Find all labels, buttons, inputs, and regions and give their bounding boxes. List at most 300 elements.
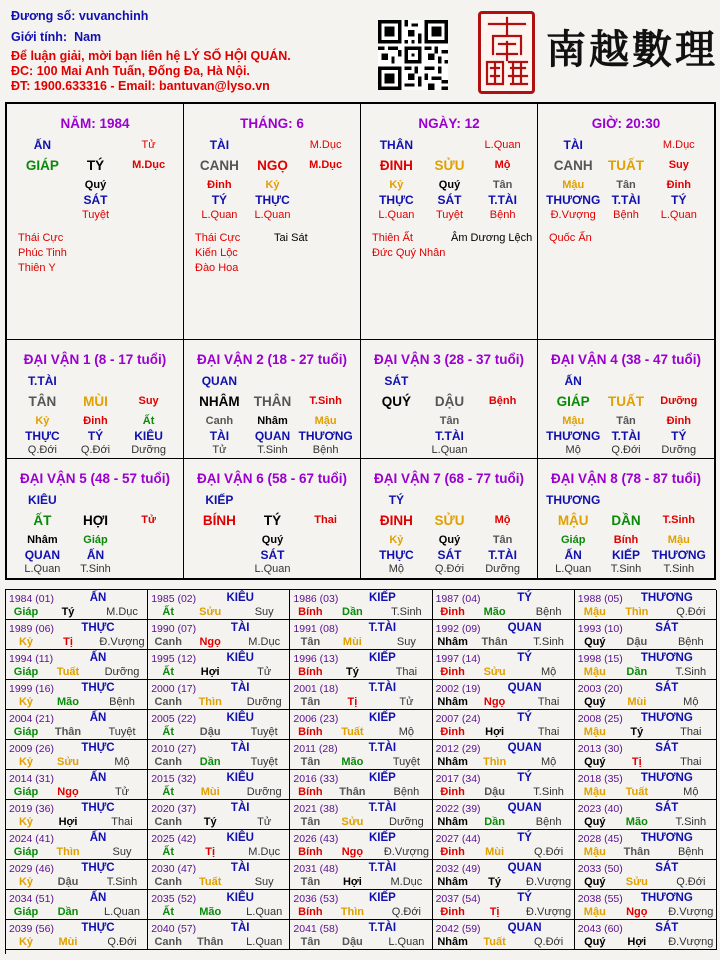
year-branch: Tị <box>489 906 500 918</box>
hidden-ten-god: T.TÀI <box>611 193 641 207</box>
year-branch: Dậu <box>199 726 221 738</box>
year-label: 2031 (48) <box>293 863 339 875</box>
year-branch: Mão <box>57 696 79 708</box>
year-branch: Mão <box>483 606 506 618</box>
hidden-stage: Q.Đới <box>611 444 641 456</box>
dai-van-branch: TÝ <box>263 513 282 528</box>
year-stage: Thai <box>395 666 418 678</box>
year-ten-god: KIẾP <box>368 712 396 724</box>
hidden-ten-god: SÁT <box>437 548 462 562</box>
year-cell <box>6 770 148 800</box>
year-stem: Ất <box>162 606 174 618</box>
year-cell <box>290 860 432 890</box>
year-ten-god: SÁT <box>655 802 679 814</box>
year-cell <box>148 890 290 920</box>
dai-van-cell <box>184 340 361 459</box>
year-cell <box>433 920 575 950</box>
year-stem: Mậu <box>583 906 606 918</box>
year-ten-god: SÁT <box>655 682 679 694</box>
year-stage: Thai <box>680 756 702 768</box>
year-branch: Tý <box>488 876 502 888</box>
year-stage: Đ.Vượng <box>99 636 145 648</box>
dai-van-stage: Mộ <box>494 514 511 526</box>
year-stem: Tân <box>300 936 321 948</box>
hidden-stage: T.Sinh <box>80 563 111 575</box>
year-stage: Dưỡng <box>389 816 424 828</box>
year-stage: Mộ <box>540 756 557 768</box>
year-stage: M.Dục <box>106 606 138 618</box>
year-stage: Q.Đới <box>676 876 706 888</box>
dai-van-stem: TÂN <box>28 394 57 409</box>
hidden-stage: L.Quan <box>378 209 415 221</box>
pillar-cell <box>538 104 714 340</box>
pillar-title: THÁNG: 6 <box>240 116 304 131</box>
year-branch: Tý <box>345 666 359 678</box>
year-stage: Bệnh <box>109 696 135 708</box>
year-label: 2034 (51) <box>9 893 54 905</box>
hidden-stage: L.Quan <box>431 444 468 456</box>
year-stem: Tân <box>300 756 321 768</box>
year-label: 2032 (49) <box>435 863 481 875</box>
year-stem: Kỷ <box>18 876 34 888</box>
year-cell <box>433 590 575 620</box>
year-label: 2020 (37) <box>151 803 197 815</box>
year-stem: Mậu <box>583 786 606 798</box>
dai-van-cell <box>184 459 361 578</box>
hidden-ten-god: T.TÀI <box>611 429 641 443</box>
year-cell <box>148 860 290 890</box>
year-cell <box>6 710 148 740</box>
year-stage: Mộ <box>114 756 130 768</box>
hidden-stem: Tân <box>492 179 513 191</box>
shen-sha-item: Thiên Y <box>18 262 56 274</box>
dai-van-stem: QUÝ <box>381 394 412 409</box>
year-branch: Tị <box>347 696 358 708</box>
hidden-ten-god: T.TÀI <box>488 548 517 562</box>
year-cell <box>290 770 432 800</box>
year-ten-god: THỰC <box>81 622 115 634</box>
year-ten-god: TÀI <box>230 802 250 814</box>
year-ten-god: TÀI <box>230 682 250 694</box>
year-branch: Thân <box>339 786 366 798</box>
year-ten-god: KIÊU <box>226 652 254 664</box>
year-label: 2025 (42) <box>151 833 197 845</box>
dai-van-ten-god: THƯƠNG <box>546 493 601 507</box>
year-branch: Dần <box>57 906 79 918</box>
year-label: 2042 (59) <box>435 923 481 935</box>
year-stage: Q.Đới <box>533 936 564 948</box>
year-cell <box>6 590 148 620</box>
year-stem: Quý <box>584 816 606 828</box>
dai-van-branch: MÙI <box>83 394 108 409</box>
year-label: 2006 (23) <box>293 713 339 725</box>
hidden-ten-god: SÁT <box>260 548 285 562</box>
year-cell <box>6 920 148 950</box>
year-ten-god: KIÊU <box>226 892 254 904</box>
year-ten-god: TÀI <box>230 862 250 874</box>
year-stage: Tử <box>114 786 130 798</box>
hidden-ten-god: ẤN <box>564 548 582 562</box>
year-stem: Bính <box>298 786 323 798</box>
qr-code-icon[interactable] <box>378 20 448 90</box>
hidden-stage: L.Quan <box>24 563 61 575</box>
dai-van-title: ĐẠI VẬN 3 (28 - 37 tuổi) <box>373 352 525 367</box>
chart-grid <box>5 102 716 580</box>
hidden-stage: L.Quan <box>201 209 238 221</box>
year-branch: Mùi <box>58 936 78 948</box>
gender-label: Giới tính: <box>11 30 68 44</box>
hidden-stage: Đ.Vượng <box>550 209 596 221</box>
year-cell <box>575 860 717 890</box>
pillar-ten-god: ẤN <box>33 138 52 152</box>
year-label: 2040 (57) <box>151 923 197 935</box>
year-branch: Tý <box>203 816 217 828</box>
dai-van-cell <box>7 340 184 459</box>
year-cell <box>575 830 717 860</box>
dai-van-branch: TUẤT <box>608 394 644 409</box>
hidden-stem: Mậu <box>562 415 585 427</box>
shen-sha-item: Phúc Tinh <box>18 247 67 259</box>
year-ten-god: ẤN <box>89 892 107 904</box>
year-branch: Mão <box>341 756 364 768</box>
year-cell <box>433 710 575 740</box>
hidden-stem: Kỷ <box>389 534 404 546</box>
year-ten-god: THỰC <box>81 742 115 754</box>
hidden-stage: Dưỡng <box>485 563 520 575</box>
year-cell <box>290 620 432 650</box>
year-ten-god: QUAN <box>507 802 542 814</box>
year-ten-god: TÝ <box>517 592 532 604</box>
year-branch: Thìn <box>482 756 507 768</box>
pillar-cell <box>184 104 361 340</box>
year-label: 1997 (14) <box>435 653 481 665</box>
year-ten-god: THỰC <box>81 802 115 814</box>
pillar-branch: SỬU <box>434 158 465 173</box>
year-ten-god: SÁT <box>655 862 679 874</box>
year-branch: Dần <box>626 666 648 678</box>
year-ten-god: ẤN <box>89 652 107 664</box>
year-stem: Kỷ <box>18 816 34 828</box>
year-stem: Kỷ <box>18 696 34 708</box>
year-stage: L.Quan <box>388 936 425 948</box>
year-label: 2022 (39) <box>435 803 481 815</box>
year-cell <box>6 650 148 680</box>
year-cell <box>575 800 717 830</box>
year-ten-god: QUAN <box>507 682 542 694</box>
year-label: 2002 (19) <box>435 683 481 695</box>
pillar-branch-stage: M.Dục <box>132 159 166 171</box>
year-stem: Mậu <box>583 846 606 858</box>
year-label: 2013 (30) <box>577 743 623 755</box>
year-label: 1995 (12) <box>151 653 197 665</box>
dai-van-stage: Tử <box>141 514 156 526</box>
dai-van-stage: Thai <box>314 514 337 526</box>
hidden-ten-god: THƯƠNG <box>298 429 353 443</box>
dai-van-ten-god: KIẾP <box>205 493 234 507</box>
year-stem: Mậu <box>583 606 606 618</box>
year-stage: T.Sinh <box>533 786 564 798</box>
dai-van-ten-god: QUAN <box>201 374 238 388</box>
pillar-title: NĂM: 1984 <box>60 116 130 131</box>
year-cell <box>290 830 432 860</box>
year-label: 1990 (07) <box>151 623 197 635</box>
pillar-stem: CANH <box>199 158 239 173</box>
year-stage: L.Quan <box>246 936 283 948</box>
year-cell <box>148 800 290 830</box>
year-branch: Thìn <box>56 846 80 858</box>
dai-van-title: ĐẠI VẬN 5 (48 - 57 tuổi) <box>19 471 171 486</box>
year-branch: Sửu <box>199 606 222 618</box>
year-branch: Sửu <box>483 666 506 678</box>
year-stem: Bính <box>298 666 323 678</box>
phone-email-line: ĐT: 1900.633316 - Email: bantuvan@lyso.vn <box>11 79 270 93</box>
pillar-ten-god-stage: L.Quan <box>484 139 521 151</box>
year-branch: Mão <box>199 906 222 918</box>
dai-van-title: ĐẠI VẬN 4 (38 - 47 tuổi) <box>550 352 702 367</box>
hidden-stem: Tân <box>492 534 513 546</box>
year-stem: Canh <box>154 636 182 648</box>
dai-van-branch: DẦN <box>611 513 641 528</box>
year-stem: Đinh <box>440 606 465 618</box>
year-branch: Ngọ <box>57 786 79 798</box>
hidden-stage: T.Sinh <box>610 563 642 575</box>
year-cell <box>575 620 717 650</box>
year-label: 2017 (34) <box>435 773 481 785</box>
seal-stamp-icon <box>478 11 535 94</box>
year-label: 2043 (60) <box>577 923 623 935</box>
year-cell <box>6 890 148 920</box>
year-ten-god: THỰC <box>81 862 115 874</box>
year-stage: M.Dục <box>248 846 281 858</box>
year-label: 1988 (05) <box>577 593 623 605</box>
dai-van-stem: GIÁP <box>556 394 590 409</box>
dai-van-cell <box>361 459 538 578</box>
year-cell <box>6 740 148 770</box>
year-branch: Hợi <box>200 666 220 678</box>
shen-sha-item: Thiên Ất <box>372 232 413 244</box>
pillar-ten-god-stage: M.Dục <box>309 139 342 151</box>
hidden-ten-god: TÝ <box>671 193 687 207</box>
year-stem: Đinh <box>440 846 465 858</box>
year-cell <box>290 590 432 620</box>
year-stage: Bệnh <box>535 816 562 828</box>
year-stem: Kỷ <box>18 936 34 948</box>
year-stem: Bính <box>298 726 323 738</box>
year-label: 2018 (35) <box>577 773 623 785</box>
address-line: ĐC: 100 Mai Anh Tuấn, Đống Đa, Hà Nội. <box>11 64 250 78</box>
year-ten-god: T.TÀI <box>368 622 397 634</box>
year-label: 2024 (41) <box>9 833 54 845</box>
year-branch: Tý <box>630 726 644 738</box>
dai-van-ten-god: KIÊU <box>28 493 57 507</box>
year-stage: Dưỡng <box>104 666 140 678</box>
year-stem: Canh <box>154 876 182 888</box>
hidden-stage: Q.Đới <box>434 563 465 575</box>
year-label: 2004 (21) <box>9 713 54 725</box>
hidden-ten-god: KIẾP <box>611 548 641 562</box>
dai-van-stage: Bệnh <box>488 395 517 407</box>
year-stem: Đinh <box>440 726 465 738</box>
hidden-ten-god: SÁT <box>83 193 108 207</box>
gender-value: Nam <box>74 30 102 44</box>
shen-sha-item: Âm Dương Lệch <box>451 232 533 244</box>
year-branch: Dậu <box>57 876 79 888</box>
year-branch: Tị <box>63 636 73 648</box>
shen-sha-item: Đức Quý Nhân <box>372 247 446 259</box>
year-stem: Ất <box>162 666 174 678</box>
year-stage: M.Dục <box>248 636 281 648</box>
year-cell <box>575 590 717 620</box>
year-stem: Nhâm <box>437 696 468 708</box>
year-ten-god: KIÊU <box>226 832 254 844</box>
dai-van-ten-god: ẤN <box>564 374 582 388</box>
hidden-ten-god: KIÊU <box>134 429 163 443</box>
year-cell <box>148 740 290 770</box>
year-branch: Thân <box>197 936 224 948</box>
year-branch: Hợi <box>342 876 362 888</box>
hidden-ten-god: T.TÀI <box>435 429 464 443</box>
gender-line <box>11 30 101 44</box>
year-branch: Hợi <box>58 816 78 828</box>
year-ten-god: TÝ <box>517 892 532 904</box>
year-label: 1987 (04) <box>435 593 481 605</box>
year-ten-god: KIÊU <box>226 712 254 724</box>
year-cell <box>6 860 148 890</box>
year-stem: Kỷ <box>18 636 34 648</box>
year-stage: Mộ <box>398 726 415 738</box>
year-ten-god: KIẾP <box>368 652 396 664</box>
year-cell <box>433 860 575 890</box>
year-stem: Canh <box>154 816 182 828</box>
year-branch: Hợi <box>485 726 505 738</box>
year-cell <box>148 920 290 950</box>
year-label: 2026 (43) <box>293 833 339 845</box>
year-ten-god: T.TÀI <box>368 922 397 934</box>
year-label: 2019 (36) <box>9 803 54 815</box>
dai-van-cell <box>538 340 714 459</box>
year-label: 2009 (26) <box>9 743 54 755</box>
dai-van-cell <box>538 459 714 578</box>
year-ten-god: TÀI <box>230 622 250 634</box>
year-stage: Bệnh <box>677 846 704 858</box>
year-stem: Bính <box>298 906 323 918</box>
year-ten-god: THƯƠNG <box>640 652 693 664</box>
hidden-stem: Canh <box>205 415 234 427</box>
year-ten-god: KIÊU <box>226 592 254 604</box>
dai-van-stage: T.Sinh <box>309 395 342 407</box>
year-stage: Mộ <box>683 786 699 798</box>
contact-line: Để luận giải, mời bạn liên hệ LÝ SỐ HỘI QUÁN. <box>11 49 291 63</box>
year-branch: Dần <box>199 756 221 768</box>
year-stem: Canh <box>154 936 182 948</box>
year-cell <box>6 620 148 650</box>
hidden-stage: L.Quan <box>660 209 697 221</box>
year-stage: Tuyệt <box>250 756 278 768</box>
year-branch: Thìn <box>198 696 222 708</box>
dai-van-stage: Suy <box>138 395 159 407</box>
year-branch: Hợi <box>627 936 647 948</box>
year-stem: Giáp <box>13 846 39 858</box>
year-stem: Giáp <box>13 726 39 738</box>
pillar-branch: TUẤT <box>608 158 644 173</box>
hidden-stem: Đinh <box>666 415 692 427</box>
year-stage: Q.Đới <box>533 846 564 858</box>
year-ten-god: ẤN <box>89 832 107 844</box>
pillar-branch-stage: Suy <box>668 159 689 171</box>
year-label: 1993 (10) <box>577 623 623 635</box>
year-ten-god: TÝ <box>517 832 532 844</box>
year-stage: Tuyệt <box>392 756 420 768</box>
hidden-ten-god: THỰC <box>25 429 60 443</box>
pillar-ten-god: TÀI <box>563 138 583 152</box>
year-stem: Ất <box>162 846 174 858</box>
year-branch: Tuất <box>198 876 222 888</box>
year-stage: Bệnh <box>535 606 562 618</box>
pillar-stem: GIÁP <box>25 158 59 173</box>
year-ten-god: ẤN <box>89 772 107 784</box>
shen-sha-item: Thái Cực <box>18 232 64 244</box>
year-branch: Mùi <box>627 696 647 708</box>
hidden-stem: Bính <box>613 534 639 546</box>
pillar-ten-god: TÀI <box>209 138 230 152</box>
year-cell <box>148 830 290 860</box>
year-stem: Nhâm <box>437 756 468 768</box>
pillar-ten-god-stage: M.Dục <box>662 139 695 151</box>
hidden-ten-god: TÝ <box>671 429 687 443</box>
year-label: 2030 (47) <box>151 863 197 875</box>
hidden-stage: Bệnh <box>312 444 339 456</box>
year-stage: Bệnh <box>677 636 704 648</box>
hidden-stem: Mậu <box>667 534 690 546</box>
year-ten-god: SÁT <box>655 742 679 754</box>
year-stage: Suy <box>254 876 274 888</box>
year-branch: Thân <box>54 726 82 738</box>
hidden-stem: Kỷ <box>265 179 280 191</box>
year-label: 2010 (27) <box>151 743 197 755</box>
dai-van-branch: DẬU <box>434 394 465 409</box>
year-stem: Giáp <box>13 606 39 618</box>
year-branch: Mùi <box>485 846 505 858</box>
dai-van-ten-god: TÝ <box>388 493 405 507</box>
hidden-stage: T.Sinh <box>257 444 288 456</box>
year-ten-god: TÝ <box>517 712 532 724</box>
year-branch: Tị <box>205 846 216 858</box>
hidden-ten-god: T.TÀI <box>488 193 517 207</box>
dai-van-title: ĐẠI VẬN 2 (18 - 27 tuổi) <box>196 352 348 367</box>
hidden-ten-god: QUAN <box>24 548 61 562</box>
dai-van-branch: HỢI <box>82 513 109 528</box>
year-stage: T.Sinh <box>675 816 707 828</box>
year-cell <box>290 920 432 950</box>
pillar-branch: NGỌ <box>257 158 288 173</box>
hidden-stage: Bệnh <box>613 209 639 221</box>
year-stage: Tuyệt <box>108 726 136 738</box>
year-ten-god: ẤN <box>89 712 107 724</box>
year-stage: Mộ <box>540 666 557 678</box>
year-cell <box>148 710 290 740</box>
year-stem: Ất <box>162 786 174 798</box>
dai-van-title: ĐẠI VẬN 6 (58 - 67 tuổi) <box>196 471 348 486</box>
year-cell <box>6 680 148 710</box>
pillar-ten-god-stage: Tử <box>141 139 156 151</box>
year-stem: Đinh <box>440 906 465 918</box>
hidden-stem: Quý <box>261 534 284 546</box>
year-branch: Dậu <box>342 936 363 948</box>
year-stem: Canh <box>154 696 182 708</box>
hidden-stage: Mộ <box>388 563 405 575</box>
year-stage: Bệnh <box>393 786 420 798</box>
year-branch: Tị <box>631 756 642 768</box>
